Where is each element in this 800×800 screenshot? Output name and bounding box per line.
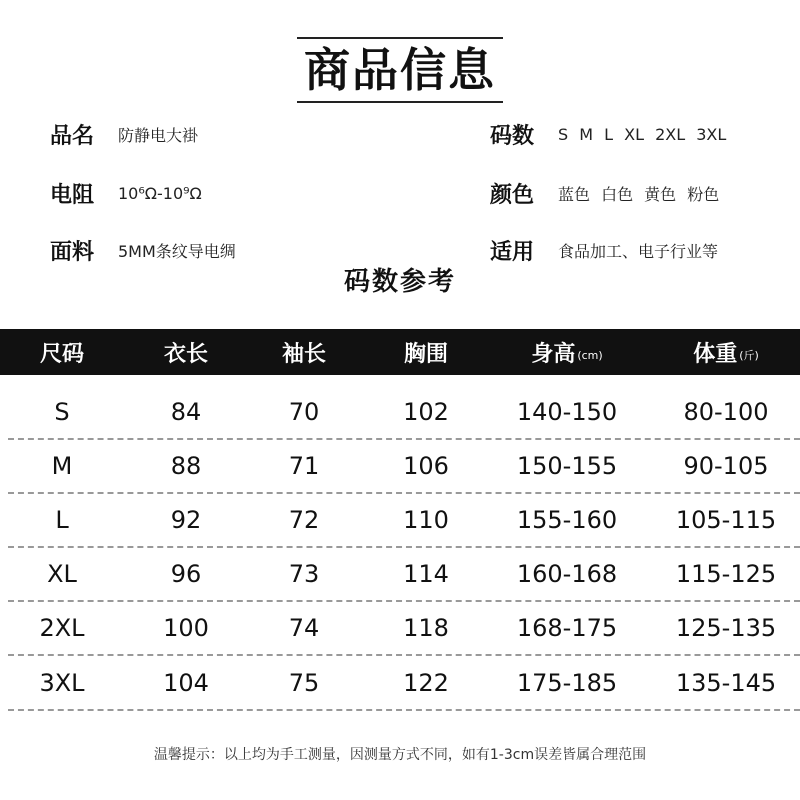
cell-chest: 102 [403,398,449,426]
cell-size: 3XL [39,669,85,697]
header-chest-text: 胸围 [403,341,448,367]
cell-weight: 115-125 [675,560,777,588]
info-color-label: 颜色 [490,182,535,208]
cell-length: 100 [163,614,209,642]
header-cell-height [492,329,642,375]
cell-chest: 110 [403,506,449,534]
table-row [8,386,800,440]
cell-sleeve: 72 [288,506,320,534]
header-height-text: 身高 [531,341,576,367]
info-usage-label: 适用 [490,239,535,265]
cell-chest: 122 [403,669,449,697]
info-material-label: 面料 [50,239,95,265]
footnote: 温馨提示：以上均为手工测量，因测量方式不同，如有1-3cm误差皆属合理范围 [153,747,647,763]
cell-height: 168-175 [516,614,618,642]
cell-size: XL [47,560,77,588]
info-material [50,235,236,265]
cell-chest: 106 [403,452,449,480]
header-weight-text: 体重 [693,341,738,367]
cell-weight: 80-100 [683,398,769,426]
cell-weight: 105-115 [675,506,777,534]
cell-weight: 135-145 [675,669,777,697]
cell-sleeve: 70 [288,398,320,426]
cell-length: 84 [170,398,202,426]
info-size [490,119,726,149]
info-name-value: 防静电大褂 [118,125,199,145]
info-material-value: 5MM条纹导电绸 [118,241,236,261]
cell-length: 92 [170,506,202,534]
table-row [8,440,800,494]
cell-size: S [54,398,70,426]
info-usage [490,235,718,265]
cell-size: 2XL [39,614,85,642]
cell-length: 88 [170,452,202,480]
cell-weight: 90-105 [683,452,769,480]
header-weight-unit: (斤) [739,349,759,362]
header-cell-chest [362,329,490,375]
info-name-label: 品名 [50,123,95,149]
info-name [50,119,198,149]
header-cell-length [122,329,250,375]
cell-sleeve: 73 [288,560,320,588]
cell-chest: 114 [403,560,449,588]
cell-sleeve: 75 [288,669,320,697]
cell-chest: 118 [403,614,449,642]
header-cell-weight [652,329,800,375]
header-cell-sleeve [240,329,368,375]
header-cell-size [8,329,116,375]
info-resistance [50,178,202,208]
page-title: 商品信息 [304,43,496,97]
cell-sleeve: 74 [288,614,320,642]
cell-size: L [55,506,69,534]
info-color [490,178,719,208]
info-color-value: 蓝色 白色 黄色 粉色 [558,184,720,204]
cell-height: 175-185 [516,669,618,697]
info-resistance-label: 电阻 [50,182,95,208]
cell-height: 140-150 [516,398,618,426]
cell-size: M [51,452,73,480]
info-resistance-value: 10⁶Ω-10⁹Ω [118,183,202,203]
table-row [8,602,800,656]
header-sleeve-text: 袖长 [281,341,326,367]
table-row [8,494,800,548]
cell-weight: 125-135 [675,614,777,642]
header-height-unit: (cm) [577,348,603,362]
table-row [8,657,800,711]
info-size-value: S M L XL 2XL 3XL [558,124,727,144]
info-size-label: 码数 [490,123,535,149]
header-size-text: 尺码 [39,341,84,367]
size-table-header [0,329,800,375]
cell-length: 104 [163,669,209,697]
size-chart-title: 码数参考 [343,267,456,297]
title-box [297,37,503,103]
header-length-text: 衣长 [163,341,208,367]
cell-height: 150-155 [516,452,618,480]
cell-sleeve: 71 [288,452,320,480]
cell-height: 160-168 [516,560,618,588]
cell-height: 155-160 [516,506,618,534]
table-row [8,548,800,602]
cell-length: 96 [170,560,202,588]
info-usage-value: 食品加工、电子行业等 [558,241,719,261]
